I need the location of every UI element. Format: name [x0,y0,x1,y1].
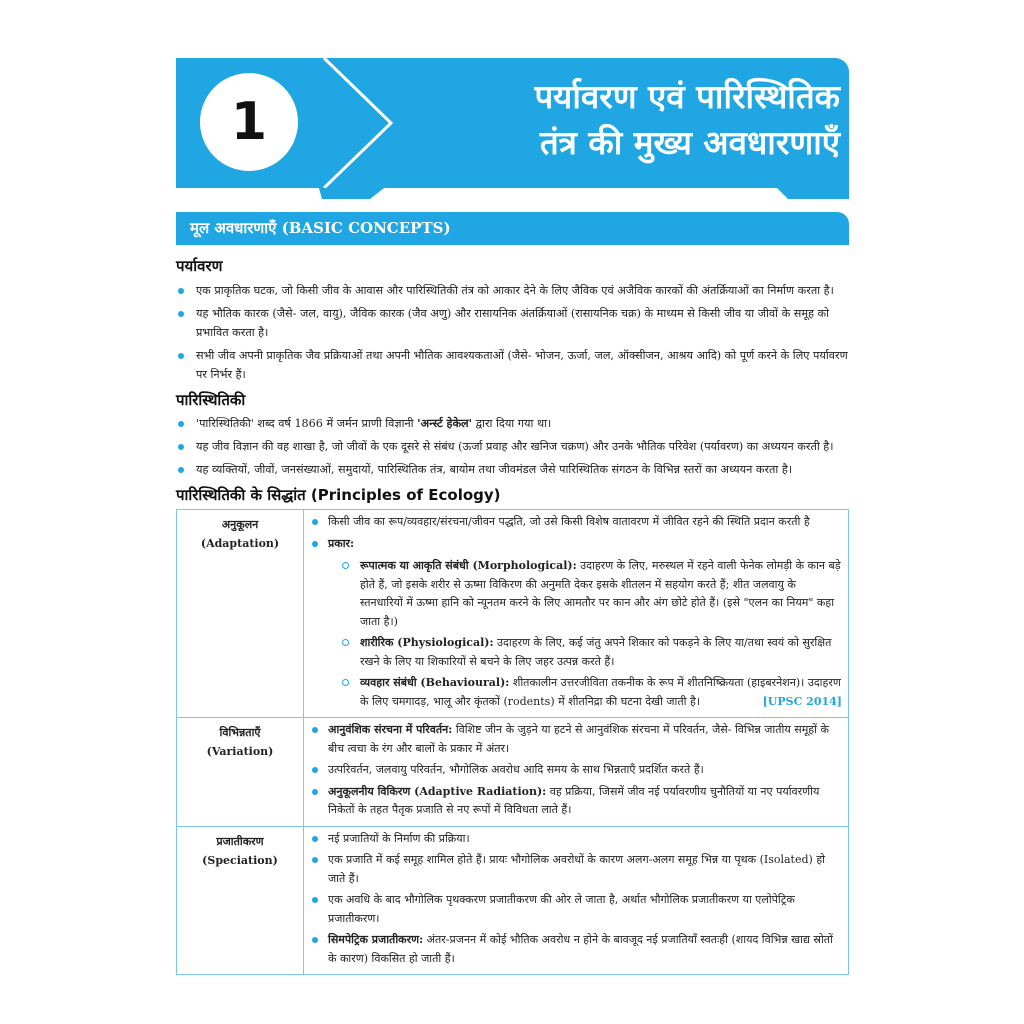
list-item: एक प्राकृतिक घटक, जो किसी जीव के आवास और पारिस्थितिकी तंत्र को आकार देने के लिए जैविक एवं अजैविक कारकों की अंतर्क्रियाओं का निर्माण करता है। [176,281,848,300]
list-item [310,783,842,820]
sub-item-behavioural [328,674,842,711]
table-row [177,510,849,718]
list-item [176,414,848,433]
chapter-title-line1: पर्यावरण एवं पारिस्थितिक [534,77,840,116]
table-row [177,826,849,975]
list-text: द्वारा दिया गया था। [472,417,552,430]
item-title: आनुवंशिक संरचना में परिवर्तन: [328,723,453,736]
adaptation-description [304,510,849,718]
list-item: एक प्रजाति में कई समूह शामिल होते हैं। प्रायः भौगोलिक अवरोधों के कारण अलग-अलग समूह भिन्न या पृथक (Isolated) हो जाते हैं। [310,851,842,888]
item-text: विशिष्ट जीन के जुड़ने या हटने से आनुवंशिक संरचना में परिवर्तन, जैसे- विभिन्न जातीय समूहों के बीच त्वचा के रंग और बालों के प्रकार में अंतर। [328,723,829,755]
term-hindi: प्रजातीकरण [216,834,264,848]
sub-item-morphological [328,557,842,631]
list-item: नई प्रजातियों के निर्माण की प्रक्रिया। [310,830,842,849]
adaptation-types [328,557,842,711]
term-hindi: विभिन्नताएँ [219,726,261,739]
sub-item-text: उदाहरण के लिए, कई जंतु अपने शिकार को पकड़ने के लिए या/तथा स्वयं को सुरक्षित रखने के लिए या शिकारियों से बचने के लिए जहर उत्पन्न करते हैं। [360,636,832,668]
term-english: (Adaptation) [200,537,280,550]
ecology-heading: पारिस्थितिकी [176,391,246,409]
term-hindi: अनुकूलन [221,518,259,531]
list-item: उत्परिवर्तन, जलवायु परिवर्तन, भौगोलिक अवरोध आदि समय के साथ भिन्नताएँ प्रदर्शित करते हैं। [310,761,842,780]
term-english: (Speciation) [202,853,278,867]
list-item [310,721,842,758]
chapter-number: 1 [230,92,268,152]
principles-heading: पारिस्थितिकी के सिद्धांत (Principles of Ecology) [176,486,501,504]
chapter-title-line2: तंत्र की मुख्य अवधारणाएँ [539,123,840,162]
ecology-list [176,414,848,483]
speciation-list [310,830,842,969]
list-item [310,931,842,968]
principles-table [176,509,849,975]
term-variation [177,718,304,827]
sub-item-text: शीतकालीन उत्तरजीविता तकनीक के रूप में शीतनिष्क्रियता (हाइबरनेशन)। उदाहरण के लिए चमगादड़, भालू और कृंतकों (rodents) में शीतनिद्रा की घटना देखी जाती है। [360,676,841,708]
environment-heading: पर्यावरण [176,257,223,275]
item-text: अंतर-प्रजनन में कोई भौतिक अवरोध न होने के बावजूद नई प्रजातियाँ स्वतःही (शायद विभिन्न खाद्य स्रोतों के कारण) विकसित हो जाती हैं। [328,933,833,965]
sub-item-title: रूपात्मक या आकृति संबंधी (Morphological): [360,559,577,572]
item-title: अनुकूलनीय विकिरण (Adaptive Radiation): [328,784,547,798]
term-speciation [177,826,304,975]
sub-item-title: व्यवहार संबंधी (Behavioural): [360,676,510,689]
chapter-number-badge [200,73,298,171]
term-english: (Variation) [206,745,274,758]
environment-list [176,281,848,388]
speciation-description [304,826,849,975]
types-label: प्रकार: [328,536,355,550]
list-item: किसी जीव का रूप/व्यवहार/संरचना/जीवन पद्धति, जो उसे किसी विशेष वातावरण में जीवित रहने की स्थिति प्रदान करती है [310,513,842,532]
sub-item-text: उदाहरण के लिए, मरुस्थल में रहने वाली फेनेक लोमड़ी के कान बड़े होते हैं, जो इसके शरीर से ऊष्मा विकिरण की अनुमति देकर इसके शीतलन में सहयोग करते हैं; शीत जलवायु के स्तनधारियों में ऊष्मा हानि को न्यूनतम करने के लिए आमतौर पर कान और अंग छोटे होते हैं। (इसे "एलन का नियम" कहा जाता है।) [360,559,841,628]
list-item: यह जीव विज्ञान की वह शाखा है, जो जीवों के एक दूसरे से संबंध (ऊर्जा प्रवाह और खनिज चक्रण) और उनके भौतिक परिवेश (पर्यावरण) का अध्ययन करती है। [176,437,848,456]
ernst-haeckel: 'अर्न्स्ट हेकेल' [417,416,473,430]
section-title: मूल अवधारणाएँ (BASIC CONCEPTS) [190,219,451,237]
item-text: वह प्रक्रिया, जिसमें जीव नई पर्यावरणीय चुनौतियों या नए पर्यावरणीय निकेतों के तहत पैतृक प्रजाति से नए रूपों में विविधता लाते हैं। [328,784,820,816]
sub-item-physiological [328,634,842,671]
list-text: 'पारिस्थितिकी' शब्द वर्ष 1866 में जर्मन प्राणी विज्ञानी [196,417,418,430]
upsc-tag: [UPSC 2014] [762,694,842,708]
table-row [177,718,849,827]
term-adaptation [177,510,304,718]
chapter-title [420,74,840,166]
list-item: यह भौतिक कारक (जैसे- जल, वायु), जैविक कारक (जैव अणु) और रासायनिक अंतर्क्रियाओं (रासायनिक चक्र) के माध्यम से किसी जीव या जीवों के समूह को प्रभावित करता है। [176,304,848,342]
list-item [310,535,842,712]
variation-list [310,721,842,820]
list-item: यह व्यक्तियों, जीवों, जनसंख्याओं, समुदायों, पारिस्थितिक तंत्र, बायोम तथा जीवमंडल जैसे पारिस्थितिक संगठन के विभिन्न स्तरों का अध्ययन करता है। [176,460,848,479]
variation-description [304,718,849,827]
sub-item-title: शारीरिक (Physiological): [360,636,494,649]
adaptation-list [310,513,842,711]
list-item: सभी जीव अपनी प्राकृतिक जैव प्रक्रियाओं तथा अपनी भौतिक आवश्यकताओं (जैसे- भोजन, ऊर्जा, जल, ऑक्सीजन, आश्रय आदि) को पूर्ण करने के लिए पर्यावरण पर निर्भर हैं। [176,346,848,384]
item-title: सिमपेट्रिक प्रजातीकरण: [328,933,424,946]
list-item: एक अवधि के बाद भौगोलिक पृथक्करण प्रजातीकरण की ओर ले जाता है, अर्थात भौगोलिक प्रजातीकरण या एलोपेट्रिक प्रजातीकरण। [310,891,842,928]
